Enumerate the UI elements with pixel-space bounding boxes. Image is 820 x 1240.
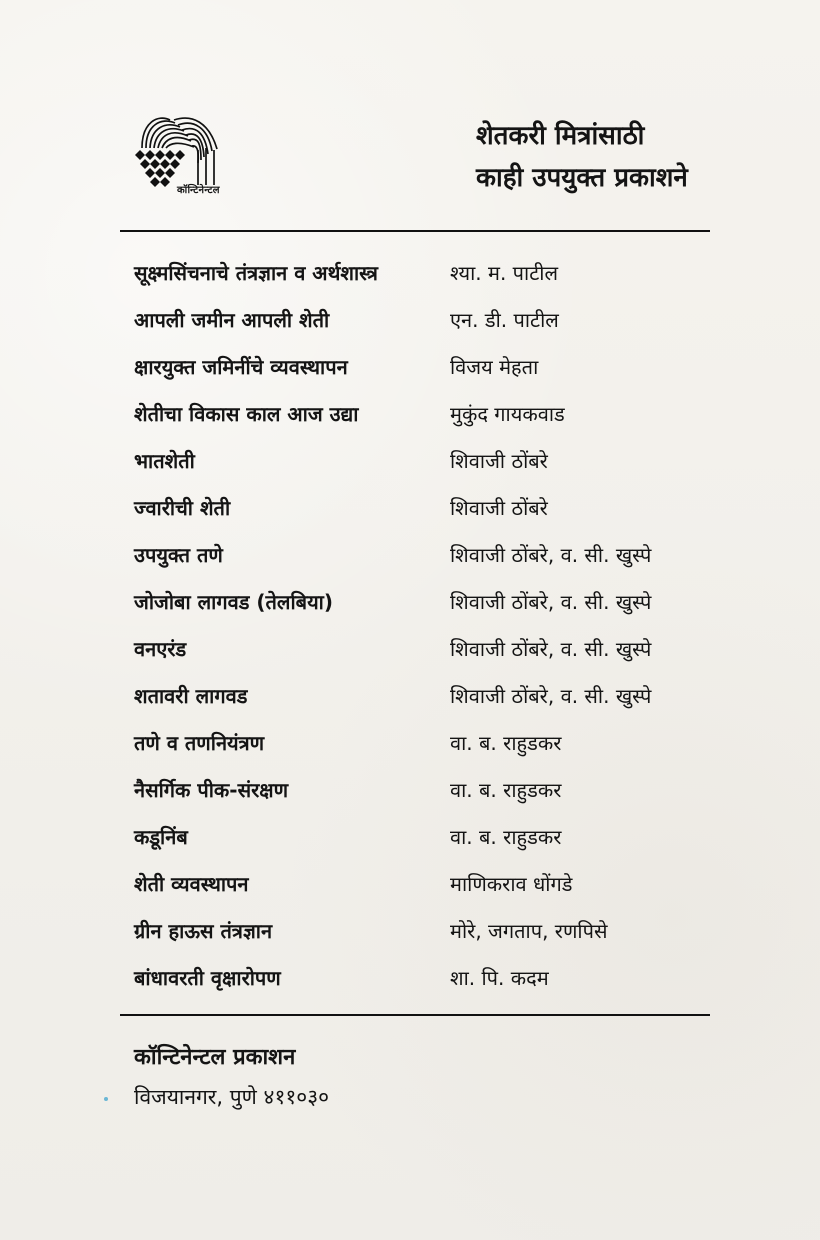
- book-author: वा. ब. राहुडकर: [450, 731, 562, 755]
- book-author: श्या. म. पाटील: [450, 261, 559, 285]
- book-row: [134, 534, 694, 581]
- book-row: [134, 910, 694, 957]
- book-author: शा. पि. कदम: [450, 966, 549, 990]
- book-title: शेतीचा विकास काल आज उद्या: [134, 402, 359, 426]
- book-row: [134, 722, 694, 769]
- top-divider: [120, 230, 710, 232]
- book-author: शिवाजी ठोंबरे, व. सी. खुस्पे: [450, 637, 652, 661]
- book-author: मोरे, जगताप, रणपिसे: [450, 919, 608, 943]
- book-title: सूक्ष्मसिंचनाचे तंत्रज्ञान व अर्थशास्त्र: [134, 261, 378, 285]
- book-author: वा. ब. राहुडकर: [450, 825, 562, 849]
- publisher-logo: [122, 112, 247, 200]
- book-row: [134, 346, 694, 393]
- book-title: ग्रीन हाऊस तंत्रज्ञान: [134, 919, 273, 943]
- book-title: आपली जमीन आपली शेती: [134, 308, 330, 332]
- book-row: [134, 863, 694, 910]
- book-title: कडूनिंब: [134, 825, 188, 849]
- book-author: वा. ब. राहुडकर: [450, 778, 562, 802]
- publisher-name: कॉन्टिनेन्टल प्रकाशन: [134, 1045, 296, 1070]
- book-title: जोजोबा लागवड (तेलबिया): [134, 590, 334, 614]
- book-row: [134, 769, 694, 816]
- book-row: [134, 628, 694, 675]
- heading-line-1: शेतकरी मित्रांसाठी: [476, 121, 645, 151]
- bottom-divider: [120, 1014, 710, 1016]
- fan-logo-icon: [122, 112, 232, 188]
- book-title: उपयुक्त तणे: [134, 543, 223, 567]
- book-author: शिवाजी ठोंबरे, व. सी. खुस्पे: [450, 590, 652, 614]
- book-row: [134, 299, 694, 346]
- book-row: [134, 816, 694, 863]
- book-row: [134, 440, 694, 487]
- book-row: [134, 957, 694, 1004]
- book-title: वनएरंड: [134, 637, 187, 661]
- page-heading: [476, 115, 726, 199]
- book-row: [134, 393, 694, 440]
- decorative-dot: [104, 1097, 108, 1101]
- book-row: [134, 581, 694, 628]
- book-title: तणे व तणनियंत्रण: [134, 731, 265, 755]
- book-author: शिवाजी ठोंबरे, व. सी. खुस्पे: [450, 684, 652, 708]
- book-author: माणिकराव धोंगडे: [450, 872, 573, 896]
- book-author: मुकुंद गायकवाड: [450, 402, 565, 426]
- book-row: [134, 487, 694, 534]
- publisher-block: [134, 1038, 654, 1116]
- book-author: शिवाजी ठोंबरे: [450, 449, 548, 473]
- book-author: शिवाजी ठोंबरे, व. सी. खुस्पे: [450, 543, 652, 567]
- logo-caption: कॉन्टिनेन्टल: [177, 185, 220, 196]
- book-title: बांधावरती वृक्षारोपण: [134, 966, 281, 990]
- book-author: विजय मेहता: [450, 355, 539, 379]
- book-title: भातशेती: [134, 449, 195, 473]
- heading-line-2: काही उपयुक्त प्रकाशने: [476, 163, 688, 193]
- book-list: [134, 252, 694, 1004]
- book-title: ज्वारीची शेती: [134, 496, 231, 520]
- book-author: एन. डी. पाटील: [450, 308, 559, 332]
- book-author: शिवाजी ठोंबरे: [450, 496, 548, 520]
- book-row: [134, 252, 694, 299]
- publisher-address: विजयानगर, पुणे ४११०३०: [134, 1085, 330, 1109]
- book-title: शतावरी लागवड: [134, 684, 248, 708]
- book-title: क्षारयुक्त जमिनींचे व्यवस्थापन: [134, 355, 348, 379]
- book-title: नैसर्गिक पीक-संरक्षण: [134, 778, 289, 802]
- book-row: [134, 675, 694, 722]
- book-title: शेती व्यवस्थापन: [134, 872, 249, 896]
